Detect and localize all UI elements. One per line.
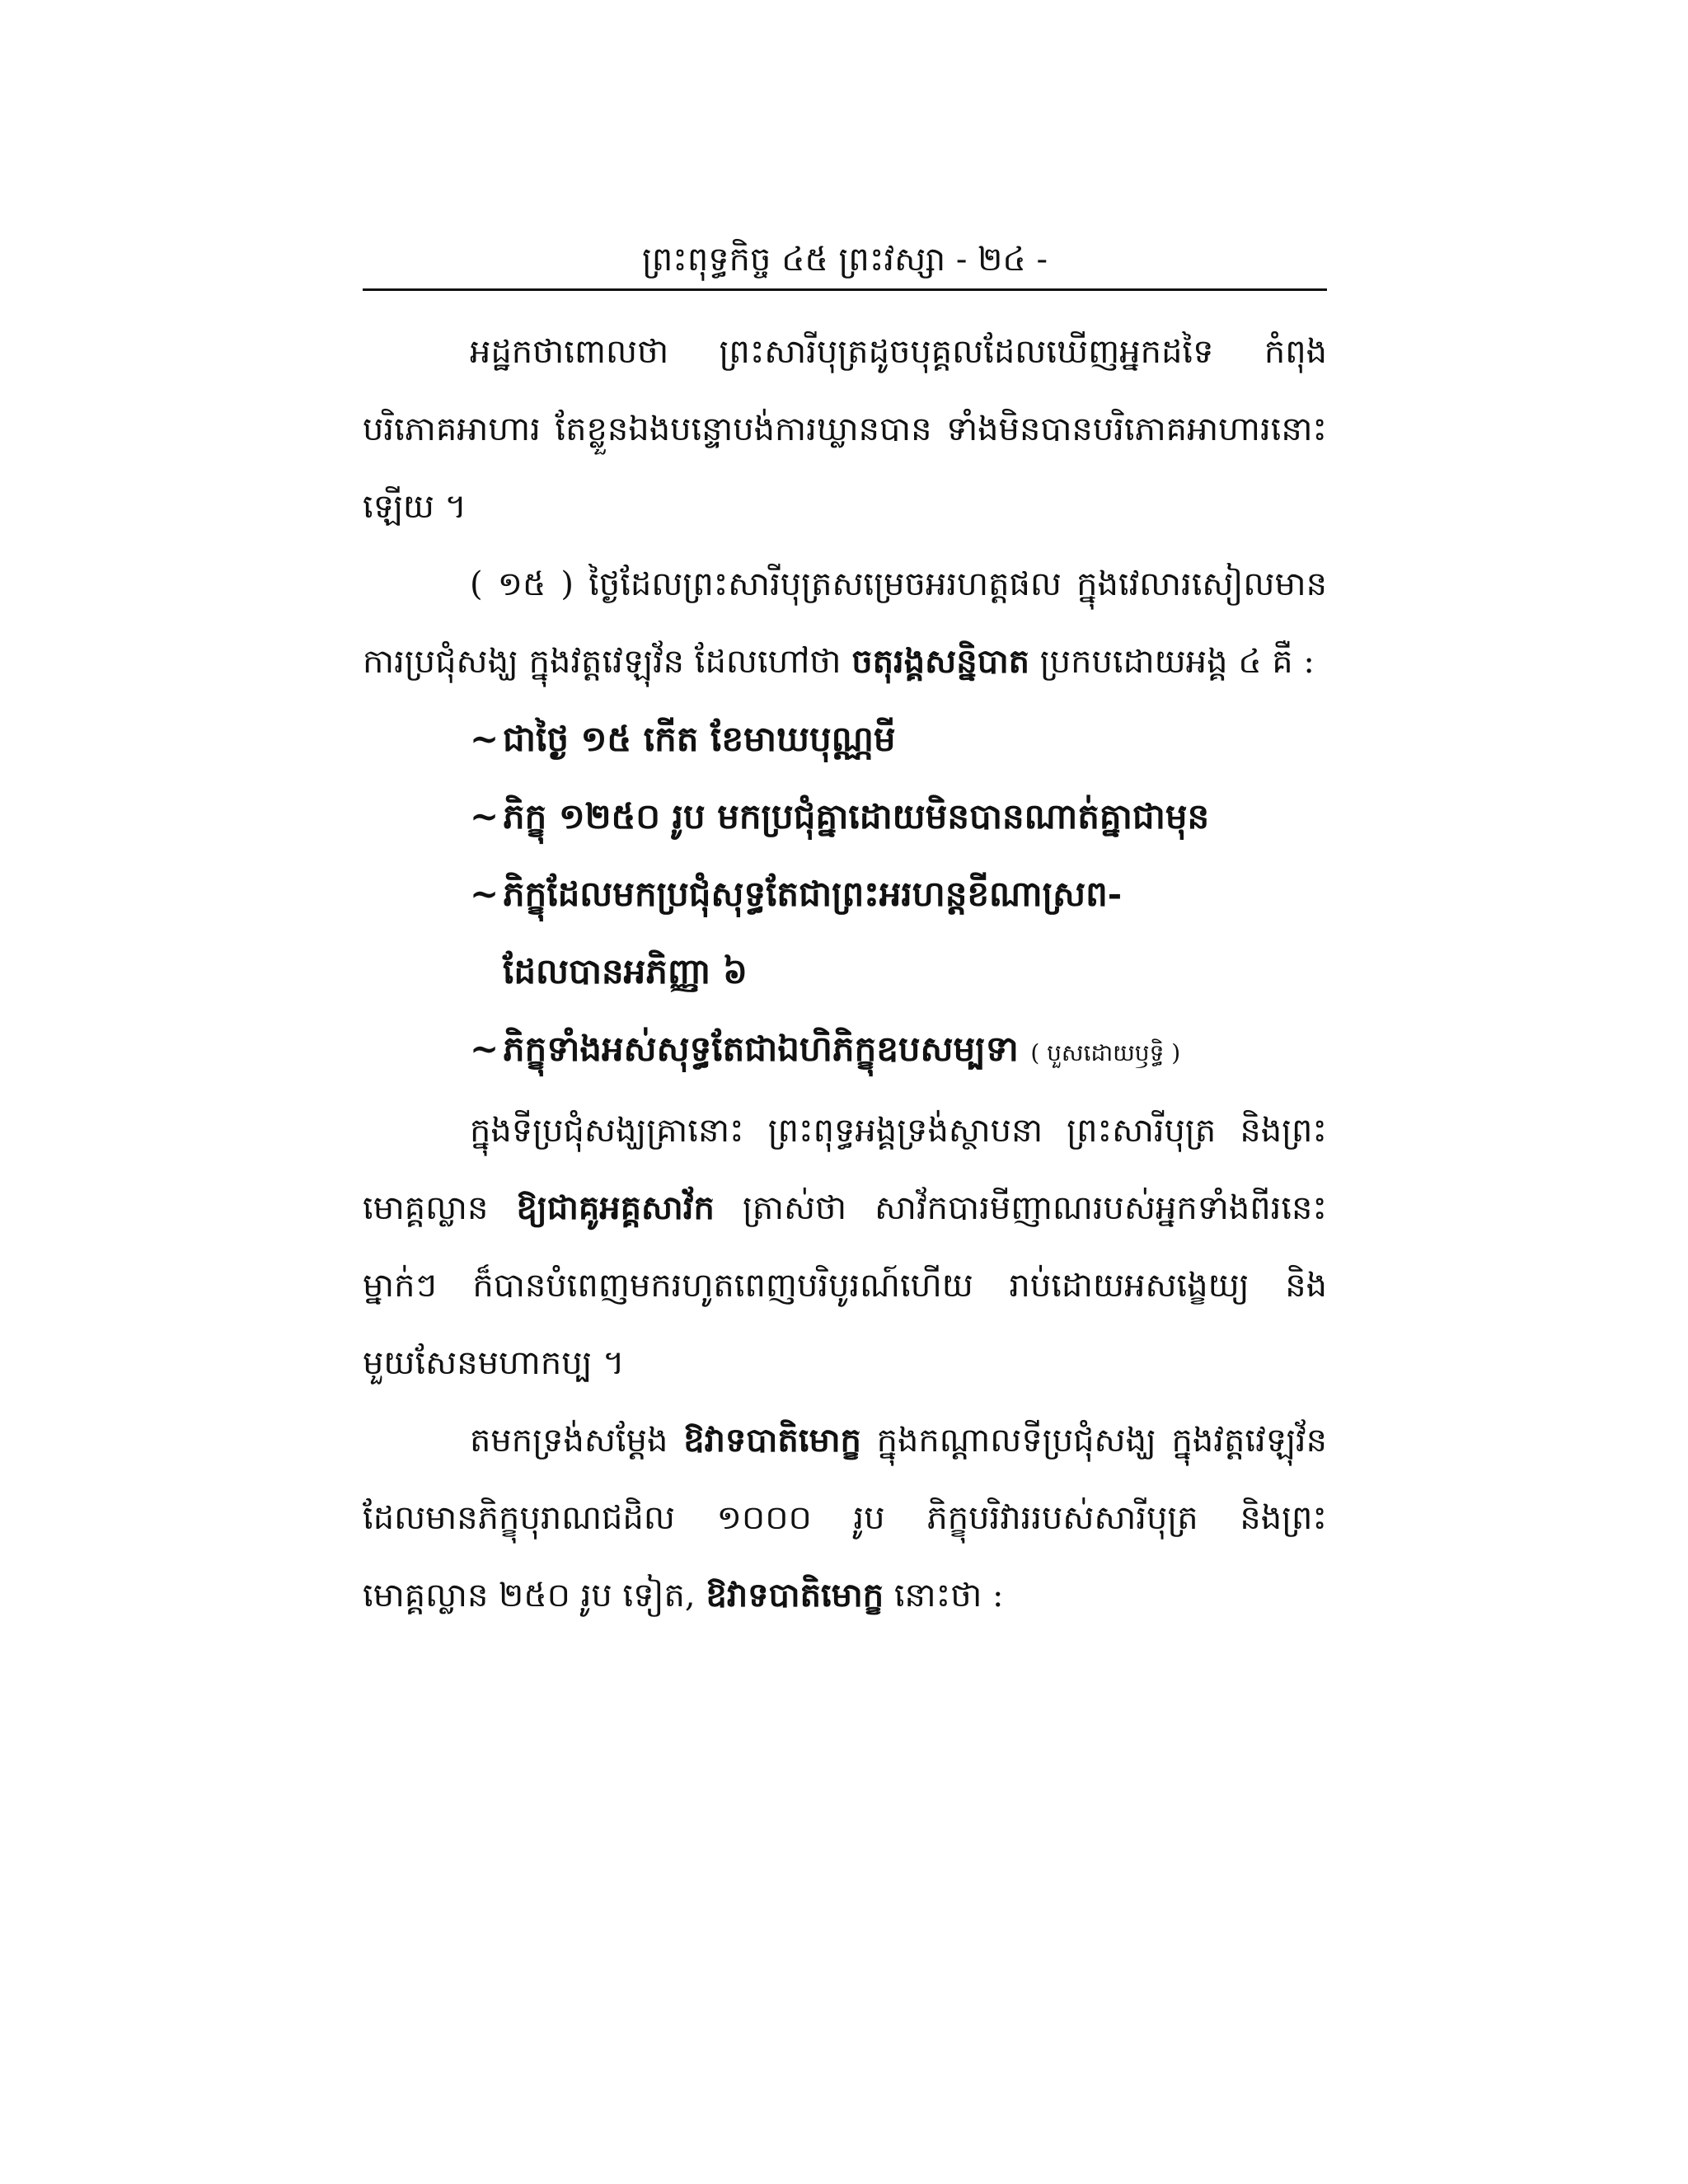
bullet-text: ភិក្ខុទាំងអស់សុទ្ធតែជាឯហិភិក្ខុឧបសម្បទា — [503, 1029, 1019, 1069]
bullet-note: ( បួសដោយឫទ្ធិ ) — [1030, 1039, 1181, 1066]
bullet-text-continuation: ដែលបានអភិញ្ញា ៦ — [503, 951, 748, 991]
paragraph-4-text-c: ក្នុងកណ្តាលទីប្រជុំសង្ឃ ក្នុងវត្តវេឡុវ័ន ដែលមានភិក្ខុបុរាណជដិល ១០០០ រូប ភិក្ខុបរិវាររបស់សារីបុត្រ និងព្រះមោគ្គល្លាន ២៥០ រូប ទៀត, — [363, 1422, 1328, 1615]
bullet-list — [363, 701, 1327, 1092]
paragraph-4-text-e: នោះថា : — [893, 1577, 1004, 1615]
bullet-text: ជាថ្ងៃ ១៥ កើត ខែមាឃបុណ្ណមី — [503, 719, 896, 759]
bullet-mark: ~ — [470, 719, 499, 759]
bullet-item — [363, 855, 1327, 1010]
header-rule — [363, 288, 1327, 291]
bullet-text: ភិក្ខុដែលមកប្រជុំសុទ្ធតែជាព្រះអរហន្តខីណាស្រព- — [503, 874, 1123, 914]
paragraph-4-bold-term-2: ឱវាទបាតិមោក្ខ — [706, 1576, 884, 1615]
paragraph-2 — [363, 546, 1327, 701]
body-text — [363, 313, 1327, 1634]
paragraph-3-text-a: ក្នុងទីប្រជុំសង្ឃគ្រានោះ ព្រះពុទ្ធអង្គទ្រង់ស្ថាបនា ព្រះសារីបុត្រ និងព្រះមោគ្គល្លាន — [363, 1112, 1327, 1227]
paragraph-2-text-c: ប្រកបដោយអង្គ ៤ គឺ : — [1039, 643, 1315, 681]
paragraph-4-text-a: តមកទ្រង់សម្តែង — [470, 1422, 668, 1460]
paragraph-4 — [363, 1402, 1327, 1634]
paragraph-3 — [363, 1092, 1327, 1402]
bullet-item — [363, 778, 1327, 855]
paragraph-3-bold-term: ឱ្យជាគូអគ្គសាវ័ក — [516, 1188, 715, 1227]
paragraph-4-bold-term: ឱវាទបាតិមោក្ខ — [683, 1421, 861, 1460]
paragraph-2-bold-term: ចតុរង្គសន្និបាត — [851, 642, 1030, 681]
bullet-mark: ~ — [470, 1029, 499, 1069]
bullet-text: ភិក្ខុ ១២៥០ រូប មកប្រជុំគ្នាដោយមិនបានណាត់គ្នាជាមុន — [503, 796, 1210, 837]
bullet-mark: ~ — [470, 874, 499, 914]
paragraph-3-text-c: ត្រាស់ថា សាវ័កបារមីញាណរបស់អ្នកទាំងពីរនេះម្នាក់ៗ ក៏បានបំពេញមករហូតពេញបរិបូរណ៍ហើយ រាប់ដោយអសង្ខេយ្យ និង មួយសែនមហាកប្ប ។ — [363, 1189, 1328, 1382]
bullet-item — [363, 1010, 1327, 1092]
bullet-item — [363, 701, 1327, 778]
bullet-mark: ~ — [470, 796, 499, 837]
running-header: ព្រះពុទ្ធកិច្ច ៤៥ ព្រះវស្សា - ២៤ - — [642, 241, 1048, 279]
paragraph-2-text-a: ( ១៥ ) ថ្ងៃដែលព្រះសារីបុត្រសម្រេចអរហត្តផល ក្នុងវេលារសៀលមានការប្រជុំសង្ឃ ក្នុងវត្តវេឡុវ័ន ដែលហៅថា — [363, 565, 1327, 681]
paragraph-1: អដ្ឋកថាពោលថា ព្រះសារីបុត្រដូចបុគ្គលដែលឃើញអ្នកដទៃ កំពុងបរិភោគអាហារ តែខ្លួនឯងបន្ទោបង់ការឃ្លានបាន ទាំងមិនបានបរិភោគអាហារនោះឡើយ ។ — [363, 333, 1327, 526]
